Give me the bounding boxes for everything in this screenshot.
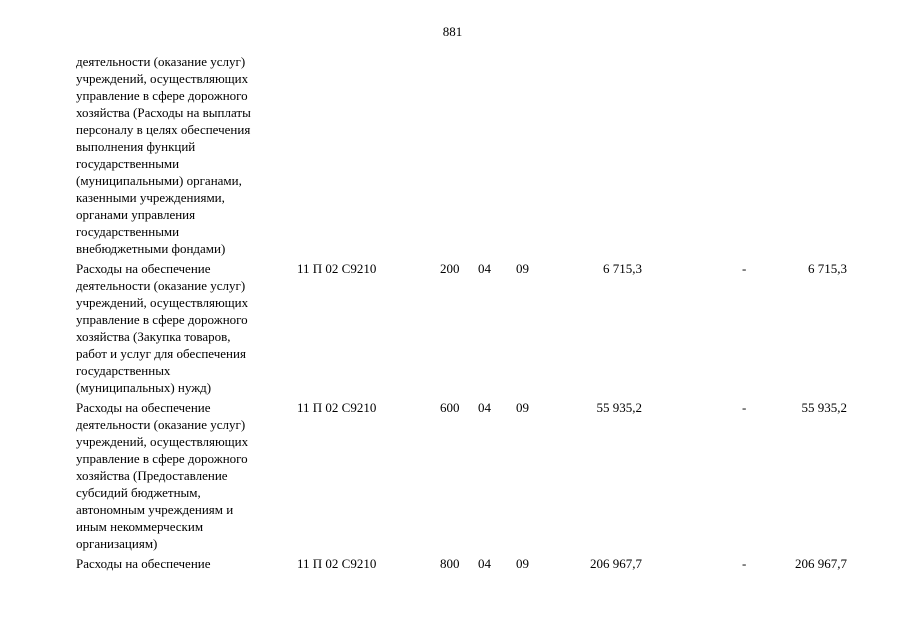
description-line: автономным учреждениям и: [76, 502, 234, 517]
description-line: хозяйства (Расходы на выплаты: [76, 105, 251, 120]
description-line: деятельности (оказание услуг): [76, 54, 246, 69]
description-line: персоналу в целях обеспечения: [76, 122, 251, 137]
page-number: 881: [442, 24, 463, 39]
subsection-cell: 09: [516, 261, 529, 276]
description-line: Расходы на обеспечение: [76, 261, 211, 276]
amount-cell: 6 715,3: [603, 261, 642, 276]
description-line: работ и услуг для обеспечения: [76, 346, 246, 361]
description-line: (муниципальных) нужд): [76, 380, 212, 395]
target-code-cell: 11 П 02 С9210: [297, 556, 377, 571]
description-line: учреждений, осуществляющих: [76, 434, 249, 449]
description-line: управление в сфере дорожного: [76, 88, 248, 103]
target-code-cell: 11 П 02 С9210: [297, 261, 377, 276]
description-line: государственными: [76, 224, 180, 239]
description-line: иным некоммерческим: [76, 519, 204, 534]
description-line: учреждений, осуществляющих: [76, 71, 249, 86]
description-line: Расходы на обеспечение: [76, 556, 211, 571]
description-line: Расходы на обеспечение: [76, 400, 211, 415]
description-line: внебюджетными фондами): [76, 241, 226, 256]
expense-type-cell: 600: [440, 400, 460, 415]
description-line: государственных: [76, 363, 171, 378]
description-line: государственными: [76, 156, 180, 171]
description-line: деятельности (оказание услуг): [76, 417, 246, 432]
description-line: учреждений, осуществляющих: [76, 295, 249, 310]
section-cell: 04: [478, 261, 491, 276]
change-cell: -: [742, 556, 747, 571]
subsection-cell: 09: [516, 556, 529, 571]
description-line: субсидий бюджетным,: [76, 485, 201, 500]
section-cell: 04: [478, 400, 491, 415]
description-line: хозяйства (Закупка товаров,: [76, 329, 231, 344]
expense-type-cell: 200: [440, 261, 460, 276]
description-line: управление в сфере дорожного: [76, 312, 248, 327]
total-amount-cell: 206 967,7: [795, 556, 847, 571]
subsection-cell: 09: [516, 400, 529, 415]
change-cell: -: [742, 400, 747, 415]
description-line: казенными учреждениями,: [76, 190, 225, 205]
description-line: выполнения функций: [76, 139, 196, 154]
total-amount-cell: 55 935,2: [801, 400, 847, 415]
target-code-cell: 11 П 02 С9210: [297, 400, 377, 415]
amount-cell: 55 935,2: [596, 400, 642, 415]
amount-cell: 206 967,7: [590, 556, 642, 571]
expense-type-cell: 800: [440, 556, 460, 571]
description-line: деятельности (оказание услуг): [76, 278, 246, 293]
description-line: организациям): [76, 536, 158, 551]
description-line: хозяйства (Предоставление: [76, 468, 228, 483]
description-line: (муниципальными) органами,: [76, 173, 242, 188]
total-amount-cell: 6 715,3: [808, 261, 847, 276]
section-cell: 04: [478, 556, 491, 571]
change-cell: -: [742, 261, 747, 276]
description-line: управление в сфере дорожного: [76, 451, 248, 466]
description-line: органами управления: [76, 207, 196, 222]
